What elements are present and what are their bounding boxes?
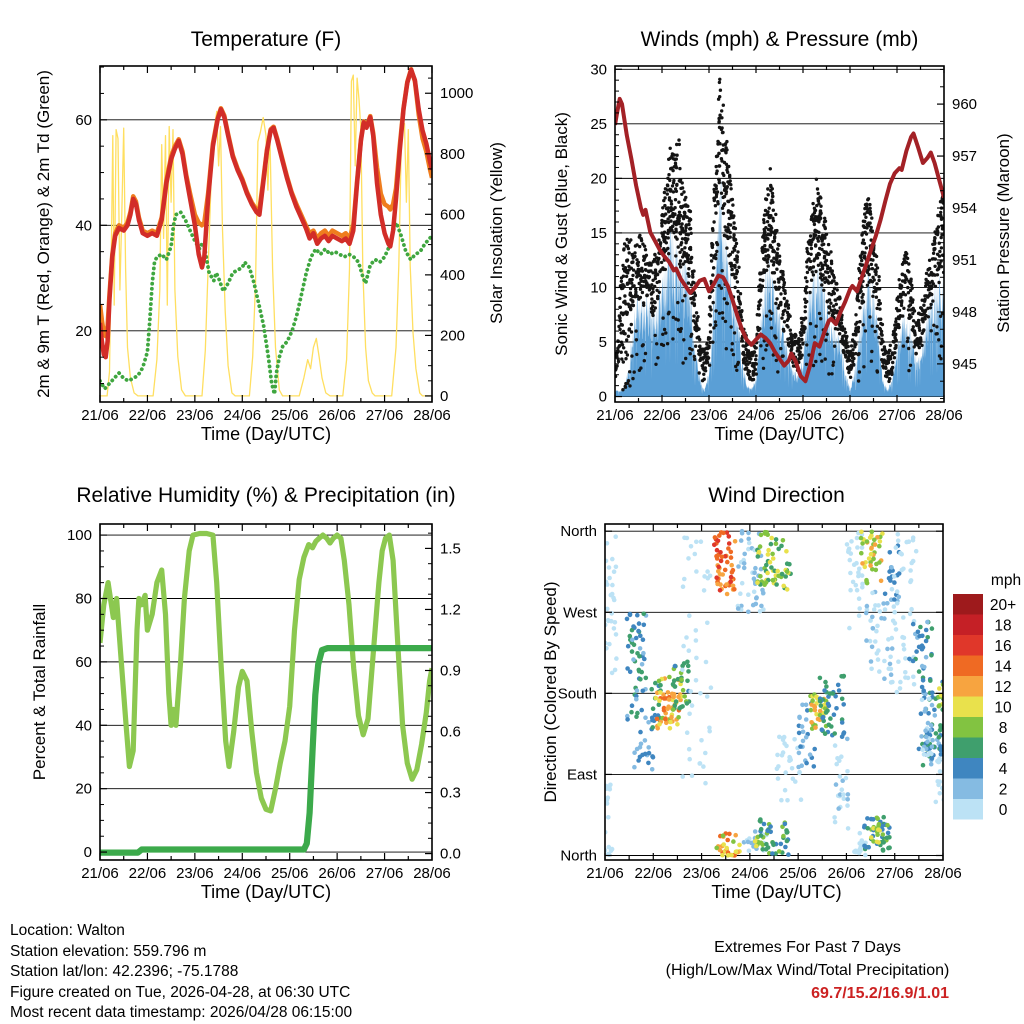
svg-text:24/06: 24/06 <box>731 865 769 882</box>
svg-text:23/06: 23/06 <box>682 865 721 882</box>
svg-text:28/06: 28/06 <box>413 865 451 882</box>
svg-text:20: 20 <box>75 322 92 340</box>
temperature-x-axis-label: Time (Day/UTC) <box>200 424 332 444</box>
svg-text:22/06: 22/06 <box>643 407 681 424</box>
svg-text:60: 60 <box>75 653 92 671</box>
svg-text:2: 2 <box>998 781 1008 799</box>
svg-text:25/06: 25/06 <box>784 407 822 424</box>
svg-text:23/06: 23/06 <box>176 865 214 882</box>
svg-text:West: West <box>563 604 597 622</box>
svg-text:21/06: 21/06 <box>596 407 634 424</box>
svg-text:24/06: 24/06 <box>737 407 775 424</box>
speed-legend-title: mph <box>990 572 1022 589</box>
timestamp-line: Most recent data timestamp: 2026/04/28 06:15:00 <box>10 1004 353 1022</box>
svg-text:27/06: 27/06 <box>365 407 404 424</box>
svg-text:200: 200 <box>440 327 466 345</box>
winds-pressure-chart-title: Winds (mph) & Pressure (mb) <box>640 28 919 51</box>
svg-text:8: 8 <box>998 719 1008 737</box>
winds-pressure-chart <box>590 61 977 424</box>
svg-text:South: South <box>557 685 597 703</box>
svg-text:6: 6 <box>998 740 1008 758</box>
svg-text:22/06: 22/06 <box>634 865 673 882</box>
solar-insolation-axis-label: Solar Insolation (Yellow) <box>487 142 506 324</box>
svg-text:25/06: 25/06 <box>779 865 817 882</box>
svg-text:24/06: 24/06 <box>223 865 262 882</box>
wind-direction-x-axis-label: Time (Day/UTC) <box>711 882 842 902</box>
svg-text:60: 60 <box>75 111 92 129</box>
svg-text:22/06: 22/06 <box>128 407 167 424</box>
created-line: Figure created on Tue, 2026-04-28, at 06:30 UTC <box>10 983 351 1001</box>
svg-text:21/06: 21/06 <box>81 865 119 882</box>
svg-text:27/06: 27/06 <box>878 407 916 424</box>
svg-text:12: 12 <box>994 678 1012 696</box>
svg-text:22/06: 22/06 <box>128 865 167 882</box>
svg-text:26/06: 26/06 <box>318 865 356 882</box>
svg-text:15: 15 <box>590 224 607 242</box>
svg-text:18: 18 <box>994 617 1012 635</box>
latlon-line: Station lat/lon: 42.2396; -75.1788 <box>10 963 239 981</box>
svg-text:16: 16 <box>994 637 1012 655</box>
svg-text:20: 20 <box>590 170 607 188</box>
svg-text:26/06: 26/06 <box>831 407 869 424</box>
svg-text:26/06: 26/06 <box>827 865 866 882</box>
svg-text:948: 948 <box>952 303 978 321</box>
svg-text:24/06: 24/06 <box>223 407 262 424</box>
svg-text:0: 0 <box>598 388 607 406</box>
svg-text:28/06: 28/06 <box>924 865 962 882</box>
svg-text:10: 10 <box>590 279 607 297</box>
svg-text:25/06: 25/06 <box>270 865 309 882</box>
extremes-values: 69.7/15.2/16.9/1.01 <box>811 985 949 1002</box>
svg-text:0.6: 0.6 <box>440 723 461 741</box>
svg-text:26/06: 26/06 <box>318 407 356 424</box>
svg-text:1000: 1000 <box>440 85 474 103</box>
humidity-precip-chart <box>67 524 461 882</box>
svg-text:23/06: 23/06 <box>176 407 214 424</box>
svg-text:800: 800 <box>440 145 466 163</box>
svg-text:10: 10 <box>994 699 1012 717</box>
humidity-x-axis-label: Time (Day/UTC) <box>200 882 332 902</box>
temperature-chart <box>75 66 473 424</box>
svg-text:1.5: 1.5 <box>440 540 461 558</box>
svg-text:25/06: 25/06 <box>270 407 309 424</box>
svg-text:28/06: 28/06 <box>413 407 451 424</box>
svg-text:30: 30 <box>590 61 607 79</box>
svg-text:0: 0 <box>83 844 92 862</box>
svg-text:0.9: 0.9 <box>440 662 461 680</box>
wind-direction-chart <box>558 523 1016 882</box>
elevation-line: Station elevation: 559.796 m <box>10 942 207 960</box>
direction-axis-label: Direction (Colored By Speed) <box>541 581 560 803</box>
svg-text:0.3: 0.3 <box>440 784 461 802</box>
station-info-block <box>10 921 352 1024</box>
temperature-chart-title: Temperature (F) <box>190 28 342 51</box>
svg-text:5: 5 <box>598 334 607 351</box>
svg-text:North: North <box>560 847 597 865</box>
svg-text:East: East <box>566 766 597 784</box>
svg-text:400: 400 <box>440 266 466 284</box>
svg-text:945: 945 <box>952 355 978 373</box>
svg-text:27/06: 27/06 <box>875 865 914 882</box>
svg-text:4: 4 <box>998 760 1008 778</box>
svg-text:0.0: 0.0 <box>440 845 461 863</box>
svg-text:40: 40 <box>75 717 92 735</box>
svg-text:600: 600 <box>440 206 466 224</box>
winds-x-axis-label: Time (Day/UTC) <box>714 424 845 444</box>
percent-rainfall-axis-label: Percent & Total Rainfall <box>30 603 49 781</box>
humidity-precip-chart-title: Relative Humidity (%) & Precipitation (in) <box>76 484 456 507</box>
temperature-y-axis-label: 2m & 9m T (Red, Orange) & 2m Td (Green) <box>34 70 53 398</box>
svg-text:1.2: 1.2 <box>440 601 461 619</box>
svg-text:21/06: 21/06 <box>586 865 624 882</box>
extremes-title: Extremes For Past 7 Days <box>714 939 901 956</box>
speed-colorbar <box>953 594 1016 820</box>
svg-text:954: 954 <box>952 200 978 218</box>
svg-text:960: 960 <box>952 96 978 114</box>
wind-gust-axis-label: Sonic Wind & Gust (Blue, Black) <box>552 112 571 356</box>
svg-text:0: 0 <box>998 801 1008 819</box>
svg-text:23/06: 23/06 <box>690 407 728 424</box>
svg-text:20: 20 <box>75 780 92 798</box>
svg-text:100: 100 <box>66 527 92 545</box>
station-pressure-axis-label: Station Pressure (Maroon) <box>994 133 1013 333</box>
svg-text:28/06: 28/06 <box>925 407 963 424</box>
svg-text:0: 0 <box>440 387 449 405</box>
svg-text:40: 40 <box>75 217 92 235</box>
svg-text:North: North <box>560 523 597 541</box>
svg-text:951: 951 <box>952 251 978 269</box>
svg-text:14: 14 <box>994 658 1012 676</box>
svg-text:80: 80 <box>75 590 92 608</box>
location-line: Location: Walton <box>10 922 125 939</box>
wind-direction-chart-title: Wind Direction <box>708 484 845 507</box>
extremes-subtitle: (High/Low/Max Wind/Total Precipitation) <box>665 962 950 979</box>
svg-text:25: 25 <box>590 115 607 133</box>
extremes-block <box>640 936 975 1005</box>
svg-text:20+: 20+ <box>989 596 1017 614</box>
svg-text:27/06: 27/06 <box>365 865 404 882</box>
svg-text:21/06: 21/06 <box>81 407 119 424</box>
svg-text:957: 957 <box>952 148 978 166</box>
